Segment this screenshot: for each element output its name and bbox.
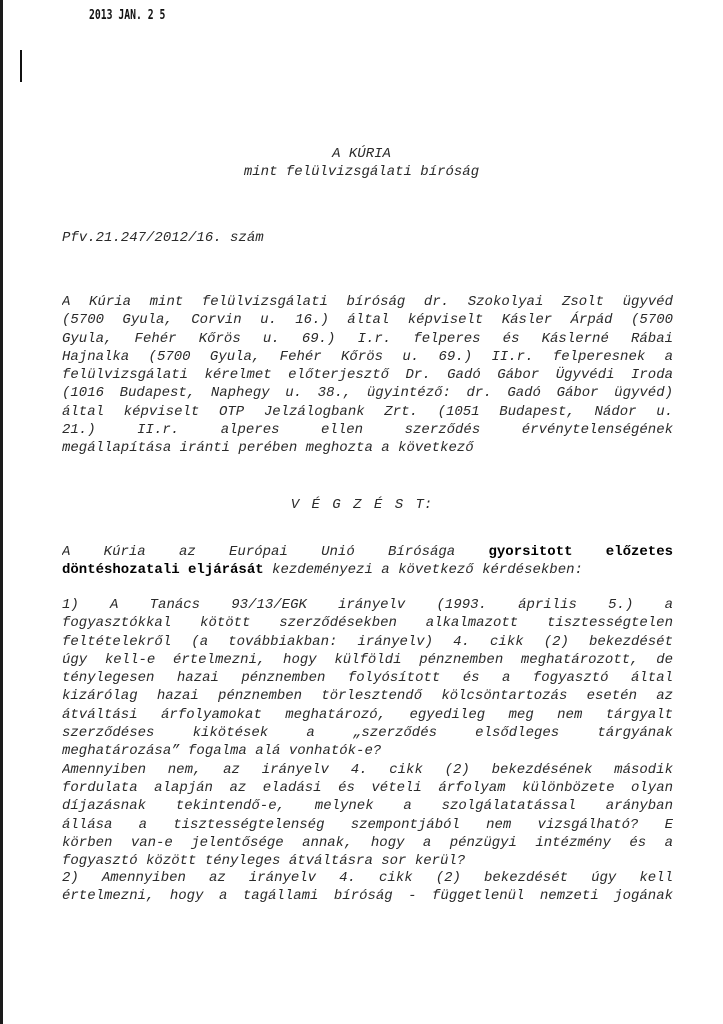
- ruling-paragraph: [62, 543, 673, 580]
- text-line: Amennyiben nem, az irányelv 4. cikk (2) bekezdésének második: [62, 761, 673, 778]
- text-line: Gyula, Fehér Kőrös u. 69.) I.r. felperes és Káslerné Rábai: [62, 330, 673, 347]
- text-line: által képviselt OTP Jelzálogbank Zrt. (1051 Budapest, Nádor u.: [62, 403, 673, 420]
- text-line: ténylegesen hazai pénznemben folyósított és a fogyasztó által: [62, 670, 673, 687]
- text-line: fogyasztó között tényleges átváltásra sor kerül?: [62, 853, 466, 870]
- text-line: (5700 Gyula, Corvin u. 16.) által képviselt Kásler Árpád (5700: [62, 312, 673, 329]
- ruling-bold-text: gyorsitott előzetes: [488, 544, 673, 560]
- text-line: fordulata alapján az eladási és vételi árfolyam különbözete olyan: [62, 779, 673, 796]
- question-2: [62, 869, 673, 906]
- text-line: Hajnalka (5700 Gyula, Fehér Kőrös u. 69.) II.r. felperesnek a: [62, 348, 673, 365]
- text-line: felülvizsgálati kérelmet előterjesztő Dr. Gadó Gábor Ügyvédi Iroda: [62, 367, 673, 384]
- text-line: díjazásnak tekintendő-e, melynek a szolgálatatással arányban: [62, 798, 673, 815]
- margin-mark: [20, 50, 22, 82]
- text-line: szerződéses kikötések a „szerződés elsődleges tárgyának: [62, 725, 673, 742]
- text-line: meghatározása” fogalma alá vonhatók-e?: [62, 743, 382, 760]
- verdict-title: V É G Z É S T:: [290, 497, 433, 513]
- question-1: [62, 596, 673, 870]
- court-name: A KÚRIA: [332, 146, 391, 162]
- ruling-prefix: A Kúria az Európai Unió Bírósága: [62, 544, 456, 560]
- intro-paragraph: [62, 293, 673, 458]
- text-line: átváltási árfolyamokat meghatározó, egyedileg meg nem tárgyalt: [62, 706, 673, 723]
- text-line: 2) Amennyiben az irányelv 4. cikk (2) bekezdését úgy kell: [62, 870, 673, 886]
- text-line: 1) A Tanács 93/13/EGK irányelv (1993. április 5.) a: [62, 597, 673, 613]
- text-line: 21.) II.r. alperes ellen szerződés érvénytelenségének: [62, 422, 673, 439]
- text-line: megállapítása iránti perében meghozta a következő: [62, 440, 474, 457]
- text-line: értelmezni, hogy a tagállami bíróság - függetlenül nemzeti jogának: [62, 888, 673, 905]
- date-stamp: 2013 JAN. 2 5: [89, 8, 166, 23]
- text-line: körben van-e jelentősége annak, hogy a pénzügyi intézmény és a: [62, 834, 673, 851]
- text-line: (1016 Budapest, Naphegy u. 38., ügyintéző: dr. Gadó Gábor ügyvéd): [62, 385, 673, 402]
- text-line: kizárólag hazai pénznemben törlesztendő kölcsöntartozás esetén az: [62, 688, 673, 705]
- ruling-bold-text: döntéshozatali eljárását: [62, 562, 264, 579]
- text-line: [62, 543, 673, 561]
- text-line: fogyasztókkal kötött szerződésekben alkalmazott tisztességtelen: [62, 615, 673, 632]
- text-line: feltételekről (a továbbiakban: irányelv) 4. cikk (2) bekezdését: [62, 633, 673, 650]
- court-role: mint felülvizsgálati bíróság: [243, 164, 480, 180]
- text-line: [62, 561, 673, 579]
- text-line: A Kúria mint felülvizsgálati bíróság dr. Szokolyai Zsolt ügyvéd: [62, 294, 673, 310]
- case-number: Pfv.21.247/2012/16. szám: [62, 230, 264, 246]
- text-line: úgy kell-e értelmezni, hogy külföldi pénznemben meghatározott, de: [62, 651, 673, 668]
- text-line: állása a tisztességtelenség szempontjából nem vizsgálható? E: [62, 816, 673, 833]
- ruling-suffix: kezdeményezi a következő kérdésekben:: [272, 562, 583, 579]
